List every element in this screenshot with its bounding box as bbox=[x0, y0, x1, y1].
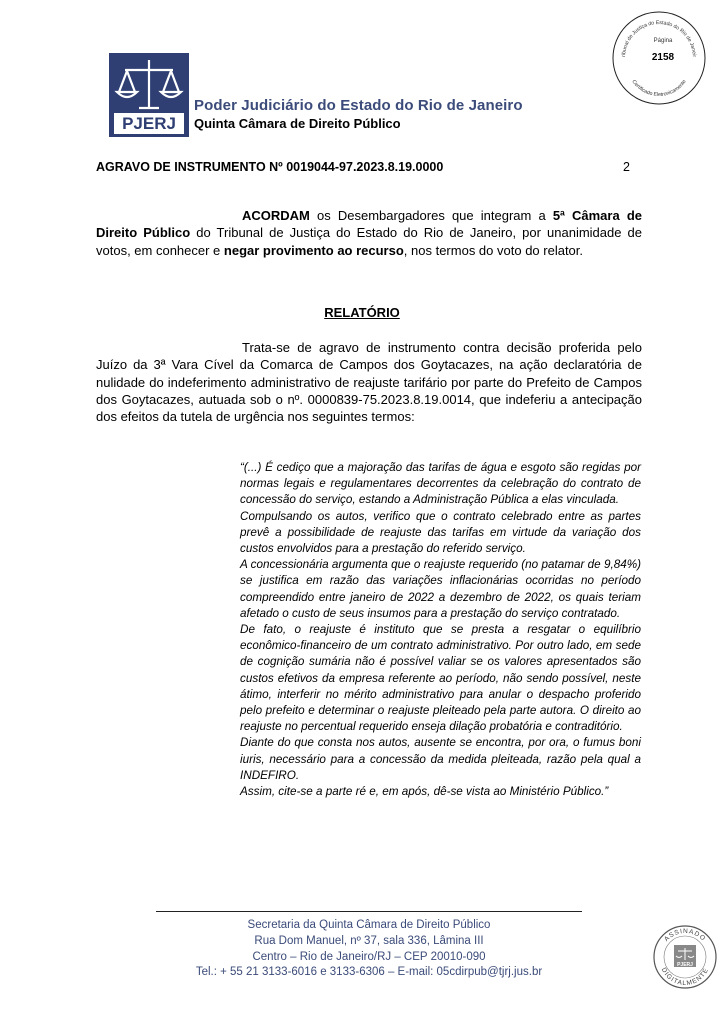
quote-paragraph: A concessionária argumenta que o reajuste requerido (no patamar de 9,84%) se justifica em razão das variações inflacionárias ocorridas no período compreendido entre janeiro de 2022 a dezembro de 2022, os quais teriam afetado o custo de seus insumos para a prestação do serviço contratado. bbox=[240, 558, 641, 620]
stamp-label: Página bbox=[653, 38, 673, 44]
seal-center-text: PJERJ bbox=[677, 962, 693, 968]
quote-paragraph: De fato, o reajuste é instituto que se presta a resgatar o equilíbrio econômico-financeiro de um contrato administrativo. Por outro lado, em sede de cognição sumária não é possível valiar se os valores apresentados são custos efetivos da empresa referente ao período, não sendo possível, neste átimo, interferir no mérito administrativo para anular o despacho proferido pelo prefeito e determinar o reajuste pleiteado pela parte autora. O direito ao reajuste no percentual requerido enseja dilação probatória e contraditório. bbox=[240, 623, 641, 734]
acordam-decision: negar provimento ao recurso bbox=[223, 242, 404, 258]
digital-signature-seal bbox=[652, 924, 718, 990]
acordam-text-2: do Tribunal de Justiça do Estado do Rio de Janeiro, por unanimidade de votos, em conhecer e bbox=[96, 225, 642, 258]
case-title: AGRAVO DE INSTRUMENTO Nº 0019044-97.2023.8.19.0000 bbox=[96, 160, 444, 174]
svg-text:Certificado Eletronicamente bbox=[630, 79, 687, 98]
page-number: 2 bbox=[623, 160, 630, 174]
seal-top-text: ASSINADO bbox=[663, 927, 707, 943]
organization-name: Poder Judiciário do Estado do Rio de Janeiro bbox=[194, 97, 523, 114]
section-title-relatorio: RELATÓRIO bbox=[324, 305, 400, 320]
acordam-chamber: 5ª Câmara de Direito Público bbox=[96, 208, 642, 241]
svg-text:Tribunal de Justiça do Estado bbox=[611, 10, 697, 57]
footer-secretariat: Secretaria da Quinta Câmara de Direito Público bbox=[247, 919, 491, 931]
quote-paragraph: “(...) É cediço que a majoração das tarifas de água e esgoto são regidas por normas legais e regulamentares decorrentes da celebração do contrato de concessão do serviço, estando a Administração Pública a elas vinculada. bbox=[240, 461, 641, 507]
quote-paragraph: Assim, cite-se a parte ré e, em após, dê-se vista ao Ministério Público.” bbox=[240, 785, 609, 799]
logo-text: PJERJ bbox=[122, 114, 176, 133]
stamp-ring-top-text: ribunal de Justiça do Estado do Rio de Janeir bbox=[621, 19, 697, 58]
footer-contact: Tel.: + 55 21 3133-6016 e 3133-6306 – E-mail: 05cdirpub@tjrj.jus.br bbox=[195, 966, 543, 979]
quote-paragraph: Diante do que consta nos autos, ausente se encontra, por ora, o fumus boni iuris, necessário para a concessão da medida pleiteada, razão pela qual a INDEFIRO. bbox=[240, 736, 641, 782]
svg-text:DIGITALMENTE bbox=[660, 967, 710, 987]
pjerj-logo bbox=[108, 52, 190, 138]
stamp-ring-bottom-text: Certificado Eletronicamente bbox=[630, 78, 688, 99]
acordam-paragraph bbox=[96, 207, 642, 259]
relatorio-intro: Trata-se de agravo de instrumento contra decisão proferida pelo Juízo da 3ª Vara Cível da Comarca de Campos dos Goytacazes, na ação declaratória de nulidade do indeferimento administrativo de reajuste tarifário por parte do Prefeito de Campos dos Goytacazes, autuada sob o nº. 0000839-75.2023.8.19.0014, que indeferiu a antecipação dos efeitos da tutela de urgência nos seguintes termos: bbox=[96, 340, 642, 425]
seal-bottom-text: DIGITALMENTE bbox=[659, 966, 711, 988]
footer bbox=[156, 918, 582, 981]
footer-city: Centro – Rio de Janeiro/RJ – CEP 20010-090 bbox=[252, 950, 486, 963]
footer-address: Rua Dom Manuel, nº 37, sala 336, Lâmina III bbox=[254, 934, 484, 947]
quote-paragraph: Compulsando os autos, verifico que o contrato celebrado entre as partes prevê a possibilidade de reajuste das tarifas em virtude da variação dos custos envolvidos para a prestação do referido serviço. bbox=[240, 509, 641, 556]
acordam-text-3: , nos termos do voto do relator. bbox=[403, 242, 584, 258]
stamp-page-number: 2158 bbox=[651, 52, 675, 63]
quoted-decision bbox=[240, 460, 641, 800]
chamber-name: Quinta Câmara de Direito Público bbox=[194, 116, 401, 131]
footer-divider bbox=[156, 911, 582, 912]
acordam-text-1: os Desembargadores que integram a bbox=[309, 208, 553, 223]
acordam-keyword: ACORDAM bbox=[242, 208, 310, 223]
